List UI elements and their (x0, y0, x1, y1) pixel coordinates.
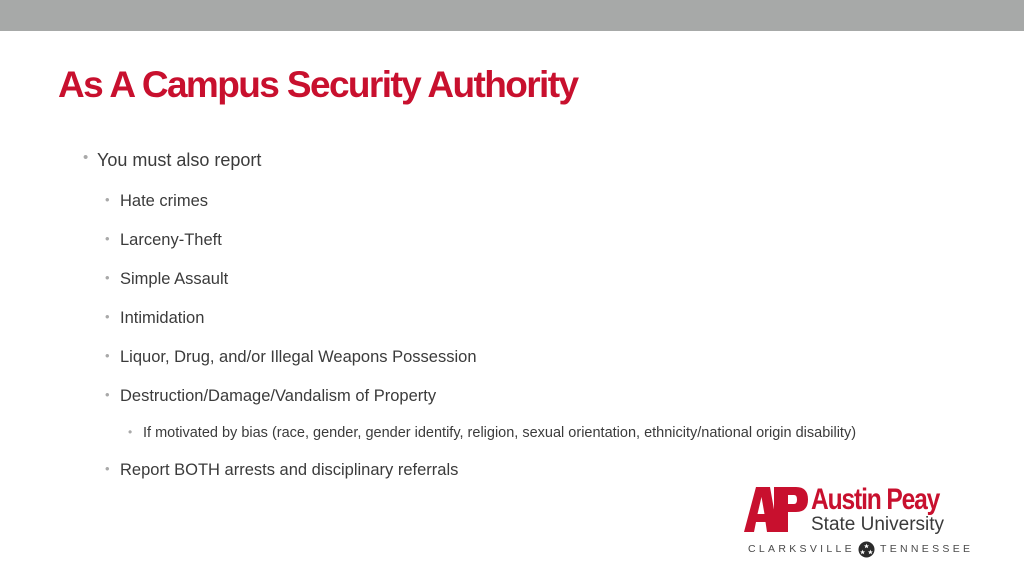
bullet-text: If motivated by bias (race, gender, gender identify, religion, sexual orientation, ethnicity/national origin disability) (143, 425, 857, 441)
university-logo (744, 484, 978, 562)
bullet-dot-icon: • (105, 387, 110, 402)
bullet-dot-icon: • (105, 461, 110, 476)
bullet-dot-icon: • (105, 270, 110, 285)
bullet-text: Destruction/Damage/Vandalism of Property (120, 387, 437, 405)
logo-subtitle: State University (811, 514, 945, 535)
bullet-text: Simple Assault (120, 270, 229, 288)
bullet-text: Larceny-Theft (120, 231, 222, 249)
bullet-item (105, 309, 205, 328)
bullet-dot-icon: • (83, 149, 89, 166)
bullet-item (105, 387, 437, 406)
logo-name: Austin Peay (811, 483, 940, 516)
bullet-text: Liquor, Drug, and/or Illegal Weapons Possession (120, 348, 477, 366)
bullet-item (105, 461, 459, 480)
bullet-text: Intimidation (120, 309, 205, 327)
logo-city: CLARKSVILLE (748, 543, 855, 555)
ap-monogram-icon (744, 484, 808, 534)
bullet-item (105, 231, 222, 250)
bullet-dot-icon: • (105, 231, 110, 246)
bullet-dot-icon: • (128, 425, 133, 439)
bullet-item (128, 425, 857, 441)
bullet-text: Report BOTH arrests and disciplinary referrals (120, 461, 459, 479)
logo-state: TENNESSEE (880, 543, 974, 555)
bullet-item (105, 348, 477, 367)
bullet-dot-icon: • (105, 348, 110, 363)
bullet-text: Hate crimes (120, 192, 209, 210)
bullet-item (105, 192, 209, 211)
bullet-text: You must also report (97, 150, 262, 170)
slide-title: As A Campus Security Authority (58, 64, 578, 105)
tristar-seal-icon (858, 541, 875, 558)
bullet-dot-icon: • (105, 309, 110, 324)
bullet-item (83, 149, 262, 171)
bullet-item (105, 270, 229, 289)
bullet-dot-icon: • (105, 192, 110, 207)
top-bar (0, 0, 1024, 31)
